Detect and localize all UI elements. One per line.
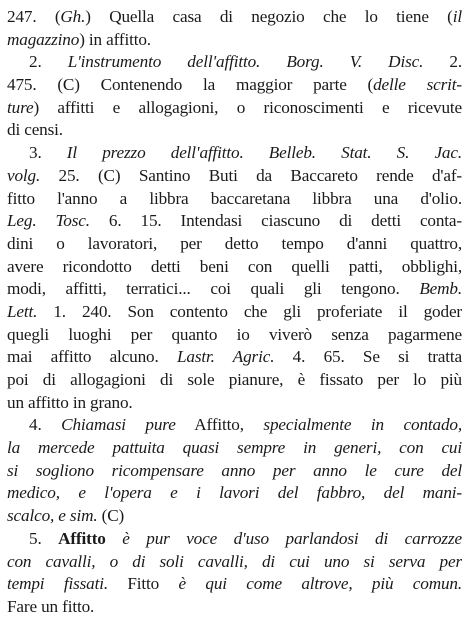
text-run: con cavalli, o di soli cavalli, di cui uno si serva per [7, 551, 462, 571]
text-run: si sogliono ricompensare anno per anno le cure del [7, 460, 462, 480]
text-run: delle scrit- [373, 75, 462, 95]
text-line [7, 142, 462, 165]
text-line [7, 256, 462, 279]
text-run: ) Quella casa di negozio che lo tiene ( [85, 7, 453, 26]
text-line [7, 505, 462, 528]
text-run: Gh. [60, 7, 86, 26]
text-line [7, 437, 462, 460]
text-run: ) affitti e allogagioni, o riconoscimenti e ricevute [33, 97, 462, 117]
text-line [7, 210, 462, 233]
sense-number: 3. [29, 143, 67, 163]
text-line [7, 324, 462, 347]
text-run: è qui come altrove, più comun. [178, 574, 462, 594]
text-run: 4. 65. Se si tratta [274, 347, 462, 367]
text-line [7, 29, 462, 52]
text-run: poi di allogagioni di sole pianure, è fissato per lo più [7, 370, 462, 389]
text-run: Fare un fitto. [7, 596, 95, 616]
text-run: tempi fissati. [7, 574, 108, 594]
sense-number: 5. [29, 528, 59, 548]
text-run: Lastr. Agric. [176, 347, 275, 367]
text-line [7, 551, 462, 574]
text-run: avere ricondotto detti beni con quelli patti, obblighi, [7, 256, 462, 276]
text-run: di censi. [7, 120, 63, 140]
text-run: Il prezzo dell'affitto. Belleb. Stat. S. Jac. [66, 143, 462, 163]
text-line [7, 119, 462, 142]
text-run: fitto l'anno a libbra baccaretana libbra una d'olio. [7, 188, 462, 208]
sense-number: 4. [29, 415, 62, 435]
text-line [7, 460, 462, 483]
text-run: quegli luoghi per quanto io viverò senza pagarmene [7, 324, 462, 344]
text-run: magazzino [7, 29, 80, 49]
text-line [7, 6, 462, 29]
sense-number: 2. [29, 52, 68, 72]
text-line [7, 369, 462, 392]
text-run: 6. 15. Intendasi ciascuno di detti conta- [89, 211, 462, 231]
text-run: la mercede pattuita quasi sempre in generi, con cui [7, 438, 462, 458]
text-run: 25. (C) Santino Buti da Baccareto rende d'af- [40, 165, 462, 185]
text-run: medico, e l'opera e i lavori del fabbro, del mani- [7, 483, 462, 503]
entry-text [7, 6, 462, 619]
text-run: volg. [7, 165, 41, 185]
text-run: mai affitto alcuno. [7, 347, 177, 367]
text-run: 475. (C) Contenendo la maggior parte ( [7, 75, 374, 95]
text-line [7, 528, 462, 551]
text-run: Chiamasi pure [61, 415, 176, 435]
text-run: ture [7, 97, 34, 117]
text-run: un affitto in grano. [7, 392, 133, 412]
text-run: modi, affitti, terratici... coi quali gli tengono. [7, 279, 420, 299]
text-run: Fitto [108, 574, 179, 594]
text-run: 1. 240. Son contento che gli proferiate il goder [37, 301, 462, 321]
text-run: L'instrumento dell'affitto. Borg. V. Disc. [67, 52, 424, 72]
text-run: ) in affitto. [79, 29, 151, 49]
text-line [7, 74, 462, 97]
text-line [7, 51, 462, 74]
text-run: 247. ( [7, 7, 61, 26]
text-line [7, 233, 462, 256]
text-run: il [452, 7, 462, 26]
text-line [7, 596, 462, 619]
text-line [7, 414, 462, 437]
text-line [7, 165, 462, 188]
text-run: Affitto [58, 528, 106, 548]
text-line [7, 482, 462, 505]
text-run: Bemb. [419, 279, 462, 299]
text-line [7, 278, 462, 301]
text-line [7, 301, 462, 324]
text-run: Affitto, [175, 415, 264, 435]
text-run: è pur voce d'uso parlandosi di carrozze [105, 528, 462, 548]
text-line [7, 97, 462, 120]
text-run: dini o lavoratori, per detto tempo d'anni quattro, [7, 233, 462, 253]
text-run: 2. [423, 52, 462, 72]
text-run: Leg. Tosc. [7, 211, 90, 231]
text-line [7, 188, 462, 211]
text-run: scalco, e sim. [7, 506, 98, 526]
text-line [7, 392, 462, 415]
text-line [7, 346, 462, 369]
text-run: specialmente in contado, [263, 415, 462, 435]
text-run: (C) [97, 506, 125, 526]
text-line [7, 573, 462, 596]
text-run: Lett. [7, 301, 38, 321]
